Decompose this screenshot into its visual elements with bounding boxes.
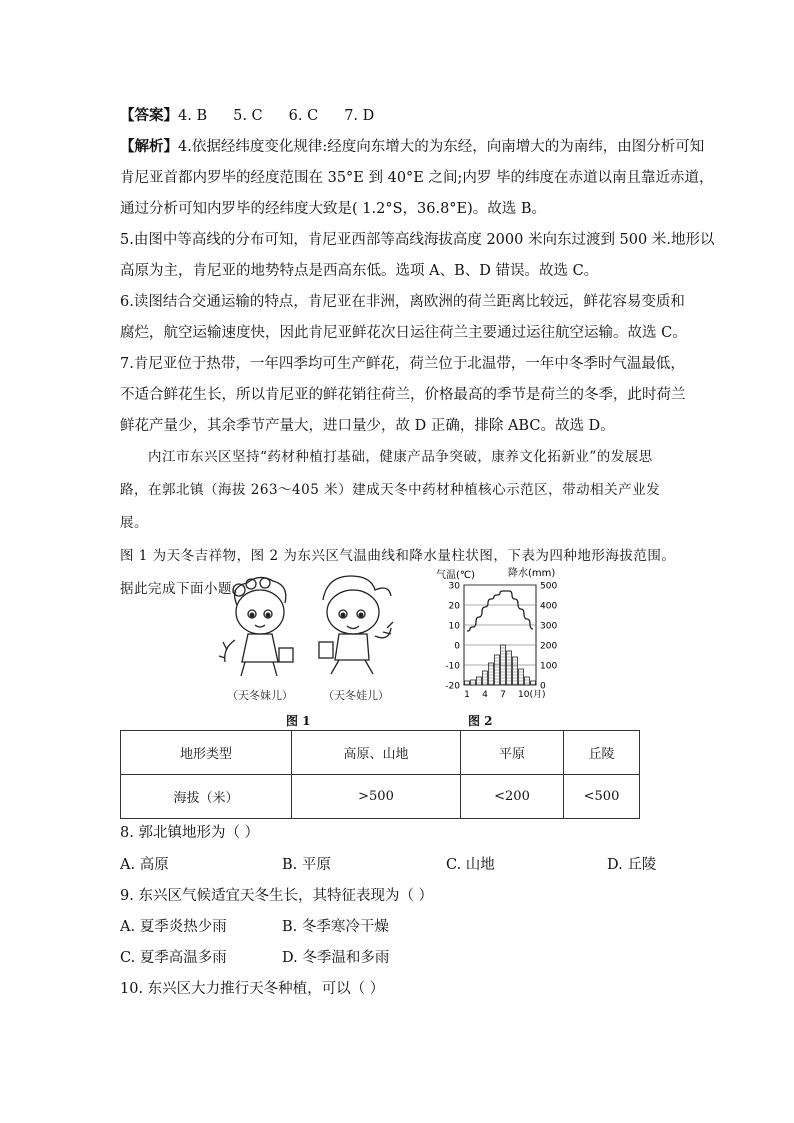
mascot-girl — [219, 577, 293, 676]
answer-item: 5. C — [233, 108, 263, 124]
q8-option-d[interactable]: D. 丘陵 — [607, 857, 657, 873]
precip-tick-label: 300 — [540, 621, 558, 632]
analysis-line: 鲜花产量少，其余季节产量大，进口量少，故 D 正确，排除 ABC。故选 D。 — [120, 418, 615, 434]
q9-option-b[interactable]: B. 冬季寒冷干燥 — [282, 919, 389, 935]
temp-tick-label: 20 — [448, 601, 460, 612]
precip-bar — [477, 677, 482, 685]
table-cell: <200 — [461, 775, 564, 819]
month-tick-label: 10(月) — [518, 690, 546, 700]
figure2-caption: 图 2 — [468, 714, 493, 728]
precip-bar — [507, 651, 512, 685]
precip-bar — [519, 669, 524, 685]
temp-axis-label: 气温(℃) — [436, 570, 476, 581]
precip-tick-label: 400 — [540, 601, 558, 612]
answer-item: 4. B — [178, 108, 208, 124]
table-cell: 高原、山地 — [292, 731, 461, 775]
analysis-line: 6.读图结合交通运输的特点，肯尼亚在非洲，离欧洲的荷兰距离比较远，鲜花容易变质和 — [120, 294, 685, 310]
q9-option-a[interactable]: A. 夏季炎热少雨 — [120, 919, 227, 935]
q8-option-c[interactable]: C. 山地 — [446, 857, 495, 873]
table-cell: 地形类型 — [121, 731, 292, 775]
plot-frame — [464, 585, 536, 685]
mascot-boy — [319, 576, 393, 674]
temp-tick-label: 0 — [454, 641, 460, 652]
precip-tick-label: 0 — [540, 681, 546, 692]
terrain-table — [120, 730, 640, 819]
analysis-line: 5.由图中等高线的分布可知，肯尼亚西部等高线海拔高度 2000 米向东过渡到 500 米.地形以 — [120, 232, 715, 248]
analysis-line: 7.肯尼亚位于热带，一年四季均可生产鲜花，荷兰位于北温带，一年中冬季时气温最低， — [120, 356, 685, 372]
table-cell: <500 — [564, 775, 640, 819]
precip-tick-label: 500 — [540, 581, 558, 592]
precip-bar — [513, 657, 518, 685]
precip-bar — [465, 681, 470, 685]
temp-ticks — [445, 582, 460, 692]
mascot-boy-label: （天冬娃儿） — [323, 689, 389, 702]
q9-option-c[interactable]: C. 夏季高温多雨 — [120, 950, 227, 966]
table-row — [121, 731, 640, 775]
analysis-line: 【解析】4.依据经纬度变化规律:经度向东增大的为东经，向南增大的为南纬，由图分析可知 — [120, 138, 705, 155]
precip-tick-label: 100 — [540, 661, 558, 672]
precip-bar — [471, 680, 476, 685]
question-9-stem: 9. 东兴区气候适宜天冬生长，其特征表现为（ ） — [120, 888, 434, 904]
temp-tick-label: -20 — [445, 681, 460, 692]
month-ticks — [464, 689, 545, 700]
precip-axis-label: 降水(mm) — [508, 568, 556, 579]
passage-line: 据此完成下面小题。 — [120, 581, 246, 597]
analysis-line: 高原为主，肯尼亚的地势特点是西高东低。选项 A、B、D 错误。故选 C。 — [120, 263, 599, 279]
question-10-stem: 10. 东兴区大力推行天冬种植，可以（ ） — [120, 981, 385, 997]
precip-bar — [525, 677, 530, 685]
table-cell: 丘陵 — [564, 731, 640, 775]
precip-ticks — [540, 582, 557, 692]
precip-tick-label: 200 — [540, 641, 558, 652]
gridlines — [464, 585, 536, 685]
passage-line: 路，在郭北镇（海拔 263～405 米）建成天冬中药材种植核心示范区，带动相关产业发展。 — [120, 482, 661, 531]
month-tick-label: 1 — [464, 690, 470, 700]
answer-item: 7. D — [344, 108, 375, 124]
table-row — [121, 775, 640, 819]
analysis-line: 不适合鲜花生长，所以肯尼亚的鲜花销往荷兰，价格最高的季节是荷兰的冬季，此时荷兰 — [120, 387, 686, 403]
answer-item: 6. C — [288, 108, 319, 124]
figure1-mascots — [215, 570, 405, 705]
question-8-stem: 8. 郭北镇地形为（ ） — [120, 825, 260, 841]
mascot-girl-label: （天冬妹儿） — [227, 689, 293, 702]
table-cell: 海拔（米） — [121, 775, 292, 819]
passage-line: 图 1 为天冬吉祥物，图 2 为东兴区气温曲线和降水量柱状图，下表为四种地形海拔范围。 — [120, 548, 676, 564]
table-cell: 平原 — [461, 731, 564, 775]
temp-tick-label: 10 — [448, 621, 460, 632]
precip-bar — [531, 681, 536, 685]
temp-tick-label: -10 — [445, 661, 460, 672]
temp-tick-label: 30 — [448, 581, 460, 592]
passage-line: 内江市东兴区坚持“药材种植打基础，健康产品争突破，康养文化拓新业”的发展思 — [148, 449, 653, 465]
answer-line — [120, 104, 374, 125]
figure2-climate-chart — [430, 565, 585, 705]
q8-option-a[interactable]: A. 高原 — [120, 857, 169, 873]
figure1-caption: 图 1 — [286, 714, 311, 728]
table-cell: >500 — [292, 775, 461, 819]
month-tick-label: 7 — [500, 690, 506, 700]
analysis-line: 通过分析可知内罗毕的经纬度大致是( 1.2°S，36.8°E)。故选 B。 — [120, 201, 547, 217]
answer-tag: 【答案】 — [120, 107, 178, 124]
q9-option-d[interactable]: D. 冬季温和多雨 — [282, 950, 390, 966]
precip-bar — [489, 663, 494, 685]
analysis-line: 肯尼亚首都内罗毕的经度范围在 35°E 到 40°E 之间;内罗 毕的纬度在赤道以南且靠近赤道， — [120, 170, 714, 186]
q8-option-b[interactable]: B. 平原 — [282, 857, 331, 873]
analysis-tag: 【解析】 — [120, 138, 178, 155]
month-tick-label: 4 — [482, 690, 488, 700]
analysis-line: 腐烂，航空运输速度快，因此肯尼亚鲜花次日运往荷兰主要通过运往航空运输。故选 C。 — [120, 325, 687, 341]
